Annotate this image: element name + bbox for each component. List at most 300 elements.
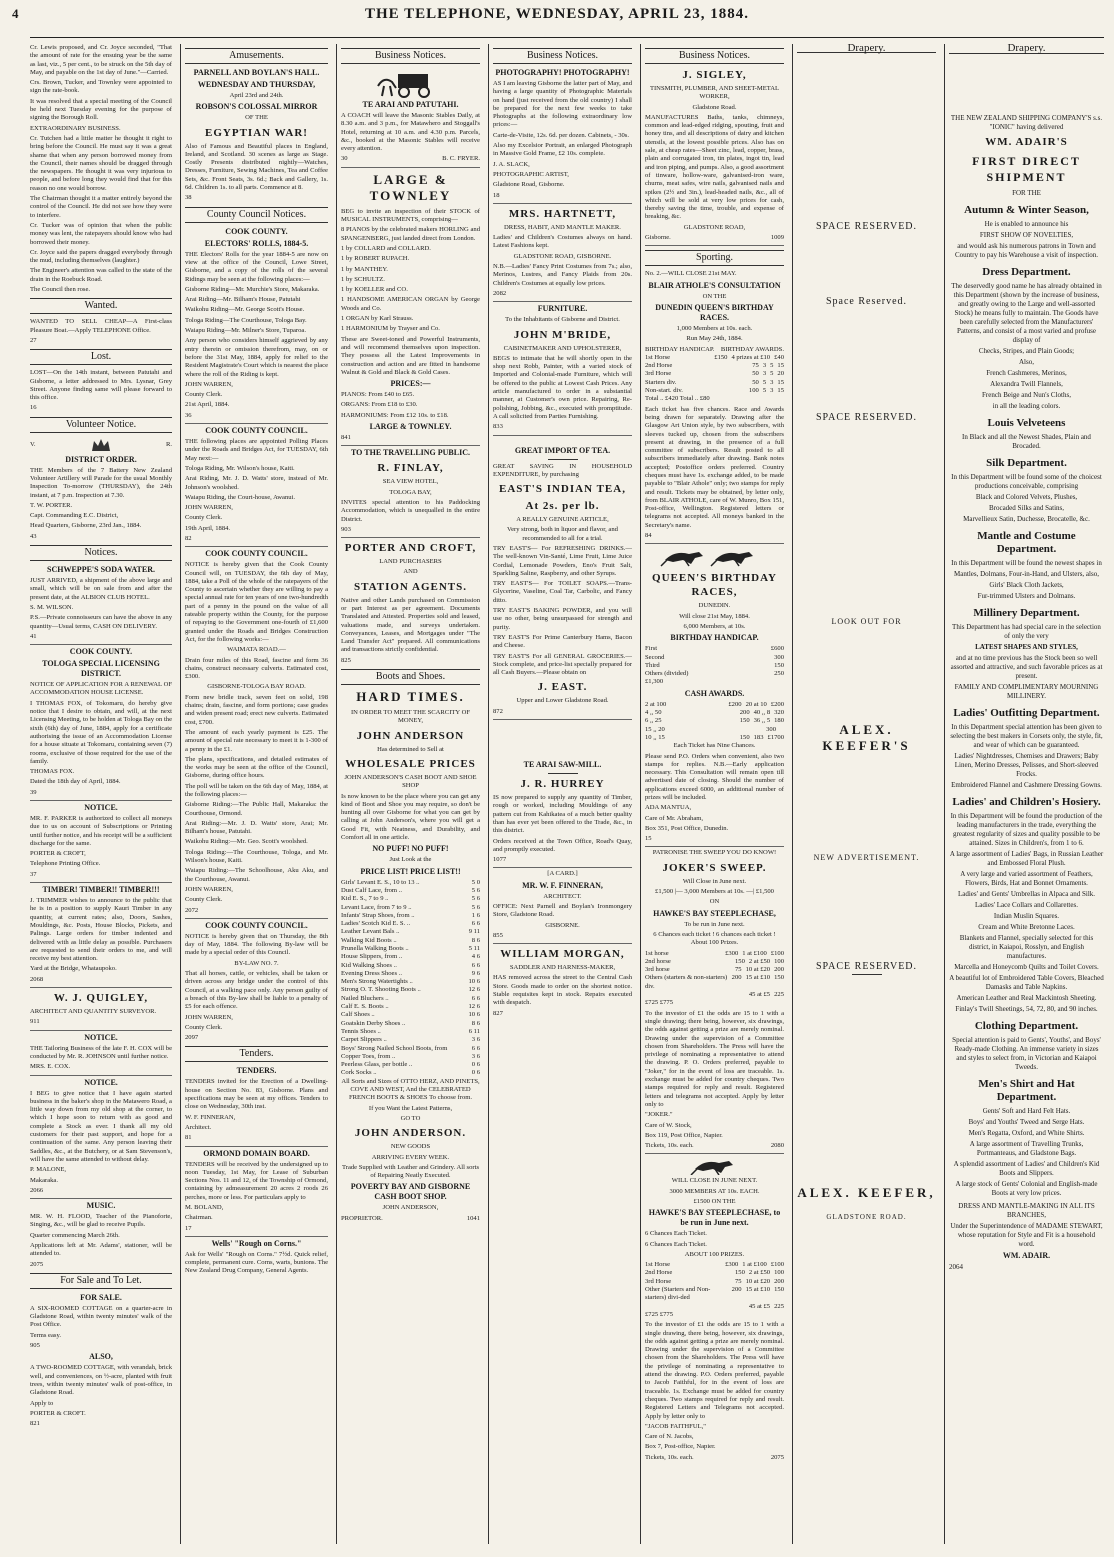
quigley-text: ARCHITECT AND QUANTITY SURVEYOR.: [30, 1008, 157, 1016]
ad-number: 30: [341, 155, 348, 163]
ad-number: 2072: [185, 907, 328, 919]
hall-dates2: April 23rd and 24th.: [229, 92, 284, 99]
signature-title: County Clerk.: [185, 514, 223, 522]
cash-row-cell: 4 ,, 50: [645, 709, 662, 717]
jokers-run: To be run in June next.: [684, 920, 745, 928]
hb-row-cell: Other (Starters and Non-starters) divi-ded: [645, 1286, 711, 1302]
blair-title: BLAIR ATHOLE'S CONSULTATION: [648, 280, 781, 290]
hartnett-sub: DRESS, HABIT, AND MANTLE MAKER.: [504, 223, 621, 231]
embroidered-line: Embroidered Flannel and Cashmere Dressing Gowns.: [951, 781, 1102, 789]
pc-text: Native and other Lands purchased on Commission or part Interest as per agreement. Documents Translated and Attested. Properties sold and leased, valuations made, and surveys undertaken. Conveyances, Leases, and Mortgages under "The Land Transfer Act" prepared. All communications and transactions strictly confidential.: [341, 596, 480, 654]
price-row: [341, 1045, 480, 1053]
east-address: Upper and Lower Gladstone Road.: [516, 697, 609, 705]
blair-row-cell: 4 prizes at £10: [731, 353, 771, 361]
ad-number: 82: [185, 535, 328, 547]
price-row-cell: Calf Shoes ..: [341, 1011, 375, 1019]
jokers-race: HAWKE'S BAY STEEPLECHASE,: [653, 908, 776, 918]
masthead-rule: [30, 37, 1104, 38]
jokers-text: To the investor of £1 the odds are 15 to 1 with a single drawing; there being, however, six drawings, the odds against getting a prize are merely nominal. Drawing under the supervision of a Committee chosen from Shareholders. The Press will have the privilege of nominating a representative to attend the drawing. P. O. Orders preferred, payable to "Joker," for in the event of loss are traceable. 1s. exchange must be added for country cheques. Two stamps required for reply and result. Registered letters and telegrams not accepted. Apply by letter only to: [645, 1009, 784, 1108]
instrument-item: 8 PIANOS by the celebrated makers HORLING and SPANGENBERG, just landed direct from London.: [341, 226, 480, 242]
ad-number: 821: [30, 1420, 40, 1428]
signature: "JACOB FAITHFUL,": [645, 1422, 706, 1430]
mbride-name: JOHN M'BRIDE,: [513, 328, 612, 341]
price-row: [341, 920, 480, 928]
hb-text: To the investor of £1 the odds are 15 to 1 with a single drawing, there being, however, six drawings, the odds against getting a prize are merely nominal. Drawing under the supervision of a Committee chosen from the Shareholders. The Press will have the privilege of nominating a representative to attend the drawing. P.O. Orders preferred, payable to Jacob Faithful, for in the event of loss are traceable. 1s. Exchange must be added for country cheques. Two stamps required for reply and result. Registered Letters and Telegrams not accepted. Apply by letter only to: [645, 1321, 784, 1420]
price-row-cell: 6 6: [471, 920, 480, 928]
section-drapery: Drapery.: [797, 44, 936, 53]
jokers-row-cell: 200: [731, 974, 742, 982]
ad-number: 841: [341, 434, 480, 446]
racehorse-icon: [655, 546, 775, 568]
try-easts-item: TRY EAST'S— For REFRESHING DRINKS.—The well-known Vin-Santé, Lime Fruit, Lime Juice Cordial, Lemonade Powders, Eno's Fruit Salt, Sparkling Saline, Raspberry, and other Syrups.: [493, 544, 632, 577]
proceedings-paragraph: It was resolved that a special meeting of the Council be held next Tuesday evening for the purpose of signing the Borough Roll.: [30, 97, 172, 122]
polling-item: Tologa Riding, Mr. Wilson's house, Kaiti.: [185, 464, 295, 472]
finneran-sub: ARCHITECT.: [543, 892, 582, 900]
special-text: NOTICE is hereby given that the Cook County Council will, on TUESDAY, the 6th day of May, 1884, take a Poll of the whole of the ratepayers of the County to ascertain whether they are willing to pay a special annual rate for ten years of one two-hundredth part of a penny in the pound on the value of all rateable property within the County, for the purpose of repaying to the Government one-fourth of £1,600 granted under the Roads and Bridges Construction Act, for the following works:—: [185, 561, 328, 643]
signature-box: Box 119, Post Office, Napier.: [645, 1131, 723, 1139]
hosiery-item: Indian Muslin Squares.: [993, 912, 1060, 920]
new-goods: NEW GOODS: [390, 1143, 431, 1151]
price-row-cell: 3 6: [471, 1036, 480, 1044]
tea-saving: GREAT SAVING IN HOUSEHOLD EXPENDITURE, by purchasing: [493, 462, 632, 478]
proceedings-paragraph: EXTRAORDINARY BUSINESS.: [30, 124, 121, 132]
price-item: PIANOS: From £40 to £65.: [341, 391, 415, 399]
price-row-cell: 5 6: [471, 886, 480, 894]
ridings-list: [185, 286, 328, 335]
pb-title: POVERTY BAY AND GISBORNE CASH BOOT SHOP.: [350, 1182, 471, 1202]
price-row: [341, 1069, 480, 1077]
hosiery-item: American Leather and Real Mackintosh Sheeting.: [956, 994, 1097, 1002]
hosiery-text: In this Department will be found the production of the leading manufacturers in the trade, everything the greatest regularity of sizes and quality possible to be attained. Sizes in Children's, from 1 to 6.: [950, 812, 1103, 847]
cash-row-cell: 15 ,, 20: [645, 725, 665, 733]
hosiery-item: A large assortment of Ladies' Bags, in Russian Leather and Embossed Floral Plush.: [949, 850, 1104, 867]
proprietor: PROPRIETOR.: [341, 1214, 383, 1222]
signature: JOHN WARREN,: [185, 504, 233, 512]
cash-row-cell: 180: [774, 717, 784, 725]
jokers-row: [645, 950, 784, 958]
signature-box: Box 7, Post-office, Napier.: [645, 1443, 716, 1451]
shirt-item: Gents' Soft and Hard Felt Hats.: [982, 1107, 1071, 1115]
hartnett-nb: N.B.—Ladies' Fancy Print Costumes from 7s.; also, Merinos, Lustres, and Fancy Plaids from 20s. Children's Costumes at equally low prices.: [493, 263, 632, 287]
tenders-text: TENDERS invited for the Erection of a Dwelling-house on Section No. 83, Gisborne. Plans and specifications may be seen at my offices. Tenders to close on Wednesday, 30th inst.: [185, 1078, 328, 1111]
poll-item: Waikohu Riding:—Mr. Geo. Scott's woolshed.: [185, 838, 308, 846]
polling-text: THE following places are appointed Polling Places under the Roads and Bridges Act, for TUESDAY, 6th May next:—: [185, 438, 328, 462]
price-row-cell: House Slippers, from ..: [341, 953, 403, 961]
jacob-tickets: Tickets, 10s. each.: [645, 1453, 694, 1461]
riding-item: Waiapu Riding—Mr. Milner's Store, Tuparoa.: [185, 327, 306, 335]
flood-apps: Applications left at Mr. Adams', stationer, will be attended to.: [30, 1241, 172, 1258]
crown-icon: [90, 437, 112, 453]
shirt-item: A splendid assortment of Ladies' and Children's Kid Boots and Slippers.: [953, 1160, 1100, 1177]
qb-place: DUNEDIN.: [698, 602, 731, 610]
hb-row-cell: £100: [770, 1261, 784, 1269]
hb-row-cell: 10 at £20: [745, 1277, 771, 1285]
blair-row: [645, 354, 784, 362]
blair-on-the: ON THE: [702, 292, 727, 300]
sigley-address: GLADSTONE ROAD,: [683, 223, 746, 231]
for-sale-title: FOR SALE.: [80, 1292, 122, 1302]
ad-number: 37: [30, 871, 172, 883]
price-row: [341, 1053, 480, 1061]
cash-row-cell: £200: [770, 700, 784, 708]
price-row-cell: 5 6: [471, 895, 480, 903]
ad-number: 38: [185, 194, 192, 202]
instrument-item: 1 by SCHULTZ.: [341, 275, 385, 283]
pc-and: AND: [403, 568, 418, 576]
vr-right: R.: [165, 440, 172, 448]
price-row-cell: 10 6: [468, 1011, 480, 1019]
card-label: [A CARD.]: [547, 870, 578, 878]
silk-dept-title: Silk Department.: [986, 457, 1067, 469]
mantle-text: In this Department will be found the newest shapes in: [951, 559, 1102, 567]
plans-text: The plans, specifications, and detailed estimates of the works may be seen at the office of the Council, Gisborne, during office hours.: [185, 755, 328, 780]
jokers-row-cell: 75: [734, 966, 742, 974]
new-advertisement: NEW ADVERTISEMENT.: [813, 853, 920, 863]
signature-sub: Telephone Printing Office.: [30, 860, 101, 868]
hall-dates: WEDNESDAY AND THURSDAY,: [197, 80, 316, 89]
ad-number: 2080: [770, 1142, 784, 1150]
bylaw-title: BY-LAW NO. 7.: [234, 959, 279, 967]
blair-row-cell: 1st Horse: [645, 353, 671, 361]
price-row-cell: Kid Walking Shoes ..: [341, 961, 397, 969]
rate-text: The amount of each yearly payment is £25. The amount of special rate necessary to meet it is 1-300 of a penny in the £1.: [185, 728, 328, 753]
tologa-title: TOLOGA SPECIAL LICENSING DISTRICT.: [42, 659, 160, 679]
ad-number: 911: [30, 1018, 172, 1030]
proceedings-paragraph: Cr. Tucker was of opinion that when the public money was lent, the ratepayers should know who had borrowed their money.: [30, 221, 172, 246]
price-row-cell: 9 11: [468, 928, 480, 936]
ad-number: 2068: [30, 976, 172, 988]
price-row-cell: Copper Toes, from ..: [341, 1052, 396, 1060]
poll-item: Gisborne Riding:—The Public Hall, Makaraka: the Courthouse, Ormond.: [185, 801, 328, 817]
separator: [548, 773, 578, 774]
hb-row-cell: 1st Horse: [645, 1261, 671, 1269]
notice-title: NOTICE.: [84, 1032, 118, 1042]
volunteer-text: THE Members of the 7 Battery New Zealand Volunteer Artillery will Parade for the usual Monthly Inspection To-morrow (THURSDAY), the 24th instant, at 7 p.m. Inspection at 7.30.: [30, 466, 172, 499]
price-row-cell: Infants' Strap Shoes, from ..: [341, 911, 415, 919]
hosiery-item: Ladies' and Gents' Umbrellas in Alpaca and Silk.: [957, 890, 1096, 898]
price-row-cell: 12 6: [468, 986, 480, 994]
also-label: ALSO,: [89, 1352, 113, 1362]
mantle-items: Mantles, Dolmans, Four-in-Hand, and Ulsters, also,: [954, 570, 1099, 578]
pc-title: PORTER AND CROFT,: [344, 542, 477, 555]
jokers-row-cell: 1 at £100: [742, 949, 767, 957]
price-row: [341, 928, 480, 936]
column-7: [944, 44, 1108, 1544]
ad-number: 81: [185, 1134, 328, 1146]
rats-text: Ask for Wells' "Rough on Corns." 7½d. Quick relief, complete, permanent cure. Corns, warts, bunions. The New Zealand Drug Company, General Agents.: [185, 1250, 328, 1275]
gladstone-road: GLADSTONE ROAD.: [826, 1213, 907, 1222]
signature: M. BOLAND,: [185, 1203, 224, 1211]
qb-row-cell: First: [645, 645, 658, 653]
for-the: FOR THE: [1012, 189, 1041, 197]
price-row: [341, 1020, 480, 1028]
signature: JOHN WARREN,: [185, 885, 233, 893]
cash-row-cell: 183: [753, 733, 764, 741]
section-volunteer: Volunteer Notice.: [30, 417, 172, 433]
proceedings-paragraph: The Council then rose.: [30, 286, 91, 294]
mbride-sub: CABINETMAKER AND UPHOLSTERER,: [503, 344, 622, 352]
price-row-cell: 0 6: [471, 1069, 480, 1077]
riding-item: Waikohu Riding—Mr. George Scott's House.: [185, 306, 305, 314]
outfitting-items: Ladies' Nightdresses, Chemises and Drawers; Baby Linen, Merino Dresses, Pelisses, and Short-sleeved Frocks.: [954, 752, 1099, 778]
jokers-row-cell: Others (starters & non-starters) div.: [645, 974, 728, 990]
price-row-cell: Calf E. S. Boots ..: [341, 1003, 389, 1011]
blair-row-cell: 3: [770, 378, 774, 386]
qb-row-cell: 250: [774, 670, 784, 678]
qb-row: [645, 662, 784, 670]
blair-row-cell: 3: [770, 387, 774, 395]
price-row-cell: 6 6: [471, 1044, 480, 1052]
ad-number: 1009: [770, 234, 784, 242]
qb-chances: Each Ticket has Nine Chances.: [673, 742, 756, 750]
section-sporting: Sporting.: [645, 250, 784, 266]
ad-number: 41: [30, 633, 172, 645]
jokers-row-cell: £100: [770, 949, 784, 957]
separator: [852, 974, 882, 975]
sigley-place: Gladstone Road.: [692, 103, 737, 111]
cash-row: [645, 701, 784, 709]
ad-number: 84: [645, 532, 784, 544]
qb-total: £1,300: [645, 678, 664, 686]
hall-title: PARNELL AND BOYLAN'S HALL.: [193, 68, 320, 77]
mantle-items3: Fur-trimmed Ulsters and Dolmans.: [977, 592, 1076, 600]
price-row-cell: 5 11: [468, 945, 480, 952]
blair-row-cell: 15: [777, 362, 784, 370]
qb-row: [645, 645, 784, 653]
ad-number: 2075: [30, 1260, 44, 1268]
price-row: [341, 887, 480, 895]
price-row: [341, 953, 480, 961]
price-row-cell: 3 6: [471, 1052, 480, 1060]
silk-text: In this Department will be found some of the choicest productions conceivable, comprising: [951, 473, 1102, 490]
blair-race: DUNEDIN QUEEN'S BIRTHDAY RACES.: [655, 302, 774, 322]
hb-row-cell: 1 at £100: [742, 1261, 767, 1269]
cash-row-cell: 36 ,, 5: [753, 717, 771, 725]
waimata-title: WAIMATA ROAD.—: [227, 646, 286, 654]
price-row-cell: Peerless Glass, per bottle ..: [341, 1061, 413, 1069]
blair-row-cell: Non-start. div.: [645, 387, 683, 395]
cash-table: [645, 701, 784, 742]
section-business: Business Notices.: [493, 48, 632, 64]
anderson-text: Is now known to be the place where you can get any kind of Boot and Shoe you may require, so don't be hunting all over Gisborne for what you can get by calling at John Anderson's, where you will get a Good Fit, with Neatness, and Durability, and Comfort all in one article.: [341, 792, 480, 842]
lost-ad: LOST—On the 14th instant, between Patutahi and Gisborne, a letter addressed to Mrs. Lysnar, Grey Street. Anyone finding same will please forward to this office.: [30, 369, 172, 402]
price-row: [341, 1061, 480, 1069]
first-show: FIRST SHOW OF NOVELTIES,: [979, 231, 1074, 239]
section-tenders: Tenders.: [185, 1046, 328, 1062]
signature-care: Care of N. Jacobs,: [645, 1433, 694, 1441]
price-row-cell: Cork Socks ..: [341, 1069, 377, 1077]
want-text: If you Want the Latest Patterns,: [368, 1104, 453, 1112]
jokers-row-cell: 15 at £10: [745, 974, 771, 982]
signature-title: PHOTOGRAPHIC ARTIST,: [493, 170, 569, 178]
objection-text: Any person who considers himself aggrieved by any entry therein or omission therefrom, may, on or before the 31st May, 1884, apply for relief to the Resident Magistrate's Court which is nearest the place where the roll of the Riding is kept.: [185, 337, 328, 378]
cash-row: [645, 717, 784, 725]
go-to: GO TO: [400, 1114, 421, 1122]
poll-item: Waiapu Riding:—The Schoolhouse, Aku Aku, and the Courthouse, Awanui.: [185, 867, 328, 883]
flood-quarter: Quarter commencing March 26th.: [30, 1231, 120, 1239]
jokers-row-cell: 1st horse: [645, 949, 669, 957]
qb-text: Please send P.O. Orders when convenient, also two stamps for replies. N.B.—Early application necessary. This Consultation will remain open till advertised date of closing. Should the number of applications exceed 6000, an additional number of prizes will be included.: [645, 752, 784, 801]
notice-title: NOTICE.: [84, 803, 118, 812]
joker-tickets: Tickets, 10s. each.: [645, 1142, 694, 1150]
fox-text: I THOMAS FOX, of Tokomaru, do hereby give notice that I desire to obtain, and will, at the next Licensing Meeting, to be holden at Tologa Bay on the sixth (6th) day of June, 1884, apply for a certificate authorising the issue of an Accommodation License for a house situate at Tokomaru, containing seven (7) rooms, exclusive of those required for the use of the family.: [30, 699, 172, 765]
hosiery-item: A beautiful lot of Embroidered Table Covers, Bleached Damasks and Table Napkins.: [949, 974, 1104, 991]
column-6: [792, 44, 940, 1544]
page-number: 4: [12, 6, 19, 21]
ad-number: 15: [645, 835, 784, 847]
blair-row-cell: 15: [777, 378, 784, 386]
ad-number: 16: [30, 404, 37, 412]
signature: S. M. WILSON.: [30, 603, 74, 611]
hartnett-text: Ladies' and Children's Costumes always on hand. Latest Fashions kept.: [493, 234, 632, 250]
blair-row-cell: 100: [748, 387, 759, 395]
hosiery-item: Blankets and Flannel, specially selected for this district, in Kaiapoi, Rosslyn, and English manufactures.: [959, 934, 1094, 960]
ad-number: 855: [493, 932, 632, 944]
signature-title: County Clerk.: [185, 391, 223, 399]
price-row: [341, 986, 480, 994]
ad-number: 17: [185, 1225, 328, 1237]
finneran-place: GISBORNE.: [545, 921, 580, 929]
mantle-items2: Girls' Black Cloth Jackets,: [989, 581, 1064, 589]
price-row-cell: 5 0: [471, 878, 480, 886]
pc-sub: LAND PURCHASERS: [379, 558, 442, 566]
ad-number: 36: [185, 412, 328, 424]
signature-title: Chairman.: [185, 1214, 213, 1222]
cash-row-cell: 6 ,, 25: [645, 717, 662, 725]
trade-text: Trade Supplied with Leather and Grindery. All sorts of Repairing Neatly Executed.: [341, 1163, 480, 1180]
millinery-text2: and at no time previous has the Stock been so well assorted and attractive, and such favorable prices as at present.: [950, 654, 1103, 680]
hartnett-title: MRS. HARTNETT,: [508, 207, 617, 220]
millinery-dept-title: Millinery Department.: [973, 607, 1080, 619]
ad-number: 905: [30, 1342, 40, 1350]
blair-row: [645, 387, 784, 395]
price-item: ORGANS: From £18 to £30.: [341, 401, 418, 409]
shirt-dept-title: Men's Shirt and Hat Department.: [978, 1078, 1075, 1103]
ad-number: 825: [341, 656, 351, 664]
jokers-row-cell: 150: [774, 974, 784, 982]
hartnett-address: GLADSTONE ROAD, GISBORNE.: [513, 252, 612, 260]
try-easts-item: TRY EAST'S BAKING POWDER, and you will use no other, being unsurpassed for strength and purity.: [493, 607, 632, 631]
jokers-row: [645, 974, 784, 991]
ad-number: 43: [30, 532, 37, 540]
ormond-title: ORMOND DOMAIN BOARD.: [203, 1148, 310, 1158]
signature-place: Gladstone Road, Gisborne.: [493, 181, 565, 189]
hosiery-list: [949, 850, 1104, 1014]
also-line: Also,: [1019, 358, 1034, 366]
notice-title: NOTICE.: [84, 1077, 118, 1087]
cash-row-cell: 40 ,, 8: [753, 709, 771, 717]
poll-item: Tologa Riding:—The Courthouse, Tologa, and Mr. Wilson's house, Kaiti.: [185, 848, 328, 865]
cash-row-cell: 300: [766, 725, 776, 733]
column-5: [640, 44, 788, 1544]
blair-row-cell: 50: [752, 378, 759, 386]
anderson3: JOHN ANDERSON,: [382, 1204, 439, 1212]
hb-chances: 6 Chances Each Ticket.: [645, 1230, 707, 1238]
qb-title: QUEEN'S BIRTHDAY RACES,: [652, 572, 777, 599]
lt-signature: LARGE & TOWNLEY.: [369, 422, 452, 432]
instrument-item: 1 HANDSOME AMERICAN ORGAN by George Woods and Co.: [341, 296, 480, 312]
fox-date: Dated the 18th day of April, 1884.: [30, 778, 121, 786]
space-reserved: SPACE RESERVED.: [815, 221, 918, 233]
council-proceedings: [30, 44, 172, 294]
hall-text: Also of Famous and Beautiful places in England, Ireland, and Scotland. 30 scenes as large as Stage. Costly Presents distributed nightly—Watches, Dresses, Furniture, Sewing Machines, Tea and Coffee Sets, &c. Front Seats, 3s. 6d.; Back and Gallery, 1s. 6d. Children 1s. to all parts. Commence at 8.: [185, 142, 328, 192]
newspaper-title: THE TELEPHONE, WEDNESDAY, APRIL 23, 1884.: [364, 6, 749, 22]
section-notices: Notices.: [30, 545, 172, 561]
hb-prizes: ABOUT 100 PRIZES.: [684, 1250, 745, 1258]
jokers-row-cell: [645, 991, 741, 999]
finneran-text: OFFICE: Next Parnell and Boylan's Ironmongery Store, Gladstone Road.: [493, 903, 632, 919]
price-list-title: PRICE LIST! PRICE LIST!!: [360, 866, 461, 876]
morgan-sub: SADDLER AND HARNESS-MAKER,: [509, 964, 616, 972]
vr-crest: [30, 437, 172, 453]
sigley-title: J. SIGLEY,: [682, 69, 747, 81]
jokers-row-cell: 150: [734, 957, 745, 965]
blair-row-cell: 20: [777, 370, 784, 378]
family-mourning: FAMILY AND COMPLIMENTARY MOURNING MILLINERY.: [954, 683, 1099, 700]
signature-box: Box 351, Post Office, Dunedin.: [645, 824, 729, 832]
lt-title: LARGE & TOWNLEY: [369, 171, 452, 203]
blair-table-head: [645, 346, 784, 354]
photo-text: AS I am leaving Gisborne the latter part of May, and having a large quantity of Photographic Materials on hand (just received from the old country) I shall be prepared for the next few weeks to take Photographs at the following extraordinary low prices:—: [493, 80, 632, 129]
column-2: [180, 44, 332, 1544]
price-row-cell: 6 6: [471, 961, 480, 969]
signature-title: Capt. Commanding E.C. District,: [30, 512, 119, 520]
price-row: [341, 1003, 480, 1011]
dress-text: The deservedly good name he has already obtained in this Department (shown by the increase of business, and greatly owing to the Large and well-assorted Stock) he means fully to maintain. The Goods have been carefully selected from the Manufacturers' Patterns, and consist of a most varied and profuse display of: [951, 282, 1102, 344]
section-county-council: County Council Notices.: [185, 207, 328, 223]
hb-close: WILL CLOSE IN JUNE NEXT.: [671, 1177, 758, 1185]
season-title: Autumn & Winter Season,: [964, 204, 1089, 216]
blair-row-cell: Starters div.: [645, 378, 677, 386]
cash-row-cell: 150: [739, 733, 750, 741]
ad-number: 39: [30, 789, 172, 801]
price-row-cell: 5 6: [471, 903, 480, 911]
hb-row-cell: 15 at £10: [745, 1286, 771, 1294]
velveteen-title: Louis Velveteens: [987, 417, 1066, 429]
blair-row: [645, 370, 784, 378]
price-row: [341, 1028, 480, 1036]
price-row: [341, 995, 480, 1003]
price-row: [341, 962, 480, 970]
price-row: [341, 904, 480, 912]
velveteen-text: In Black and all the Newest Shades, Plain and Brocaded.: [962, 433, 1091, 450]
signature-place: Makaraka.: [30, 1176, 59, 1184]
cash-row-cell: 150: [739, 717, 750, 725]
signature: JOHN WARREN,: [185, 380, 233, 388]
hb-row: [645, 1278, 784, 1286]
price-row-cell: Walking Kid Boots ..: [341, 936, 397, 944]
ad-number: 2075: [770, 1453, 784, 1461]
hurrey-text: IS now prepared to supply any quantity of Timber, rough or worked, including Mouldings of any pattern cut from Kahikatea of a much better quality than has ever yet been offered to the Trade, &c., in this district.: [493, 794, 632, 835]
hb-row: [645, 1303, 784, 1311]
blair-row-cell: 2nd Horse: [645, 362, 673, 370]
adair-name: WM. ADAIR'S: [985, 136, 1068, 148]
tea-price: At 2s. per lb.: [525, 500, 600, 513]
price-row-cell: Kid E. S., 7 to 9 ..: [341, 895, 389, 903]
gt-text: Form new bridle track, seven feet on solid, 198 chains; drain, fascine, and form portions; case grades and widen present road; erect new culverts. Estimated cost, £700.: [185, 693, 328, 726]
price-row: [341, 945, 480, 953]
shirt-list: [949, 1107, 1104, 1198]
hq-line: Head Quarters, Gisborne, 23rd Jan., 1884.: [30, 522, 142, 530]
blair-row-cell: 3: [762, 362, 767, 370]
joker-footer: [645, 1142, 784, 1154]
cash-row-cell: £200: [728, 700, 742, 708]
proceedings-paragraph: Crs. Brown, Tucker, and Townley were appointed to sign the rate-book.: [30, 79, 172, 95]
hb-race: HAWKE'S BAY STEEPLECHASE, to be run in June next.: [648, 1208, 781, 1228]
price-row-cell: Nailed Bluchers ..: [341, 994, 389, 1002]
ad-number: 903: [341, 526, 480, 538]
clothing-dept-title: Clothing Department.: [974, 1020, 1079, 1032]
